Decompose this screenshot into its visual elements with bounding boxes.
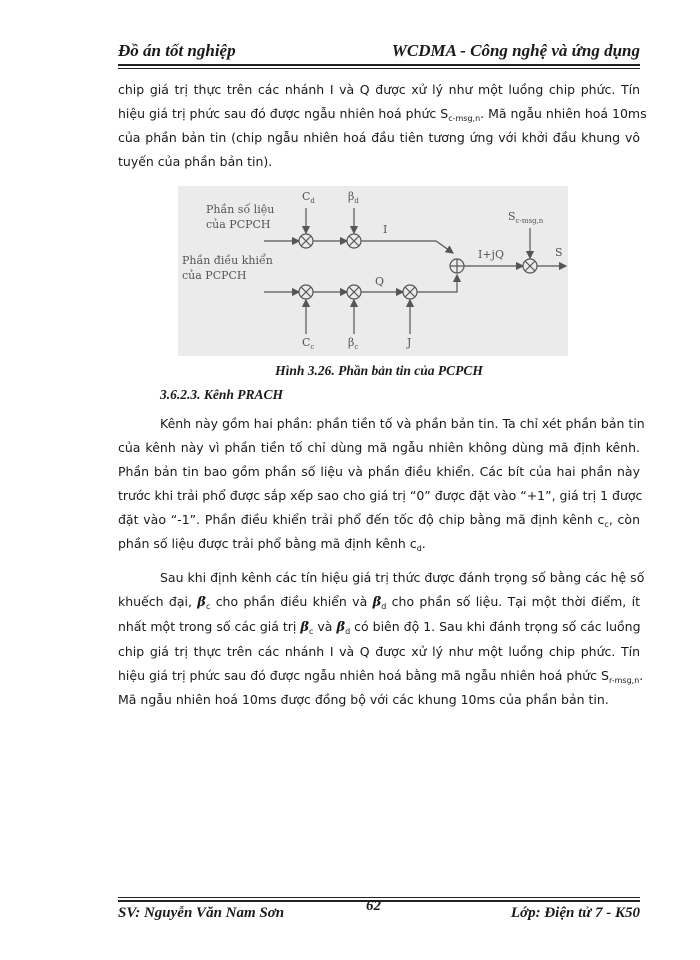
multiplier-cd <box>299 234 313 248</box>
text-line: của phần bản tin (chip ngẫu nhiên hoá đầu tiên tương ứng với khởi đầu khung vô <box>118 130 640 145</box>
block-diagram <box>178 186 568 356</box>
data-part-label: Phần số liệu <box>206 203 275 216</box>
multiplier-cc <box>299 285 313 299</box>
paragraph-intro <box>118 78 647 174</box>
scrambling-code-label: $S_{c-msg,n}$ <box>508 210 544 225</box>
output-label: S <box>555 246 563 259</box>
q-branch-label: Q <box>375 275 385 288</box>
page-footer <box>118 898 640 926</box>
text-line: phần số liệu được trải phổ bằng mã định kênh $c_d$. <box>118 536 426 553</box>
data-part-label-2: của PCPCH <box>206 218 271 231</box>
paragraph-weighting <box>118 566 645 712</box>
text-line: Phần bản tin bao gồm phần số liệu và phần điều khiển. Các bít của hai phần này <box>118 464 640 479</box>
beta-c-label: $\beta_c$ <box>348 336 359 351</box>
multiplier-beta-c <box>347 285 361 299</box>
multiplier-j <box>403 285 417 299</box>
text-line: hiệu giá trị phức sau đó được ngẫu nhiên hoá phức $S_{c-msg,n}$. Mã ngẫu nhiên hoá 10ms <box>118 106 647 123</box>
multiplier-beta-d <box>347 234 361 248</box>
paragraph-prach <box>118 412 645 556</box>
beta-d-symbol: β <box>372 595 382 610</box>
text-line: nhất một trong số các giá trị $\beta_c$ và $\beta_d$ có biên độ 1. Sau khi đánh trọng số các luồng <box>118 619 641 636</box>
control-part-label: Phần điều khiển <box>182 254 273 267</box>
sum-label: I+jQ <box>478 248 504 261</box>
cd-label: $C_d$ <box>302 190 315 205</box>
beta-d-label: $\beta_d$ <box>348 190 359 205</box>
text-line: của kênh này vì phần tiền tố chỉ dùng mã ngẫu nhiên không dùng mã định kênh. <box>118 440 640 455</box>
summer <box>450 259 464 273</box>
text-line: chip giá trị thực trên các nhánh I và Q được xử lý như một luồng chip phức. Tín <box>118 82 640 97</box>
control-part-label-2: của PCPCH <box>182 269 247 282</box>
header-rule <box>118 64 640 66</box>
text-line: khuếch đại, $\beta_c$ cho phần điều khiển và $\beta_d$ cho phần số liệu. Tại một thời điểm, ít <box>118 594 640 611</box>
text-line: Kênh này gồm hai phần: phần tiền tố và phần bản tin. Ta chỉ xét phần bản tin <box>160 416 645 431</box>
header-thesis-title: Đồ án tốt nghiệp <box>118 41 236 60</box>
beta-c-symbol: β <box>300 620 310 635</box>
beta-d-symbol: β <box>336 620 346 635</box>
text-line: Mã ngẫu nhiên hoá 10ms được đồng bộ với các khung 10ms của phần bản tin. <box>118 692 609 707</box>
section-heading: 3.6.2.3. Kênh PRACH <box>160 387 284 402</box>
j-label: J <box>407 336 412 349</box>
text-line: hiệu giá trị phức sau đó được ngẫu nhiên hoá bằng mã ngẫu nhiên hoá phức $S_{r-msg,n}$. <box>118 668 644 685</box>
footer-class: Lớp: Điện tử 7 - K50 <box>510 905 640 921</box>
text-line: tuyến của phần bản tin). <box>118 154 273 169</box>
header-topic-title: WCDMA - Công nghệ và ứng dụng <box>391 41 640 60</box>
page-number: 62 <box>366 898 381 914</box>
text-line: Sau khi định kênh các tín hiệu giá trị thức được đánh trọng số bằng các hệ số <box>160 570 645 585</box>
multiplier-scrambling <box>523 259 537 273</box>
cc-label: $C_c$ <box>302 336 315 351</box>
i-branch-label: I <box>383 223 388 236</box>
figure-pcpch-message-diagram <box>178 186 568 356</box>
beta-c-symbol: β <box>197 595 206 610</box>
text-line: đặt vào “-1”. Phần điều khiển trải phổ đến tốc độ chip bằng mã định kênh $c_c$, còn <box>118 512 640 529</box>
text-line: trước khi trải phổ được sắp xếp sao cho giá trị “0” được đặt vào “+1”, giá trị 1 được <box>118 488 643 503</box>
page-header <box>118 38 640 64</box>
figure-caption: Hình 3.26. Phần bản tin của PCPCH <box>275 363 483 378</box>
footer-student-name: SV: Nguyễn Văn Nam Sơn <box>118 905 285 921</box>
header-rule-thin <box>118 68 640 69</box>
text-line: chip giá trị thực trên các nhánh I và Q được xử lý như một luồng chip phức. Tín <box>118 644 640 659</box>
